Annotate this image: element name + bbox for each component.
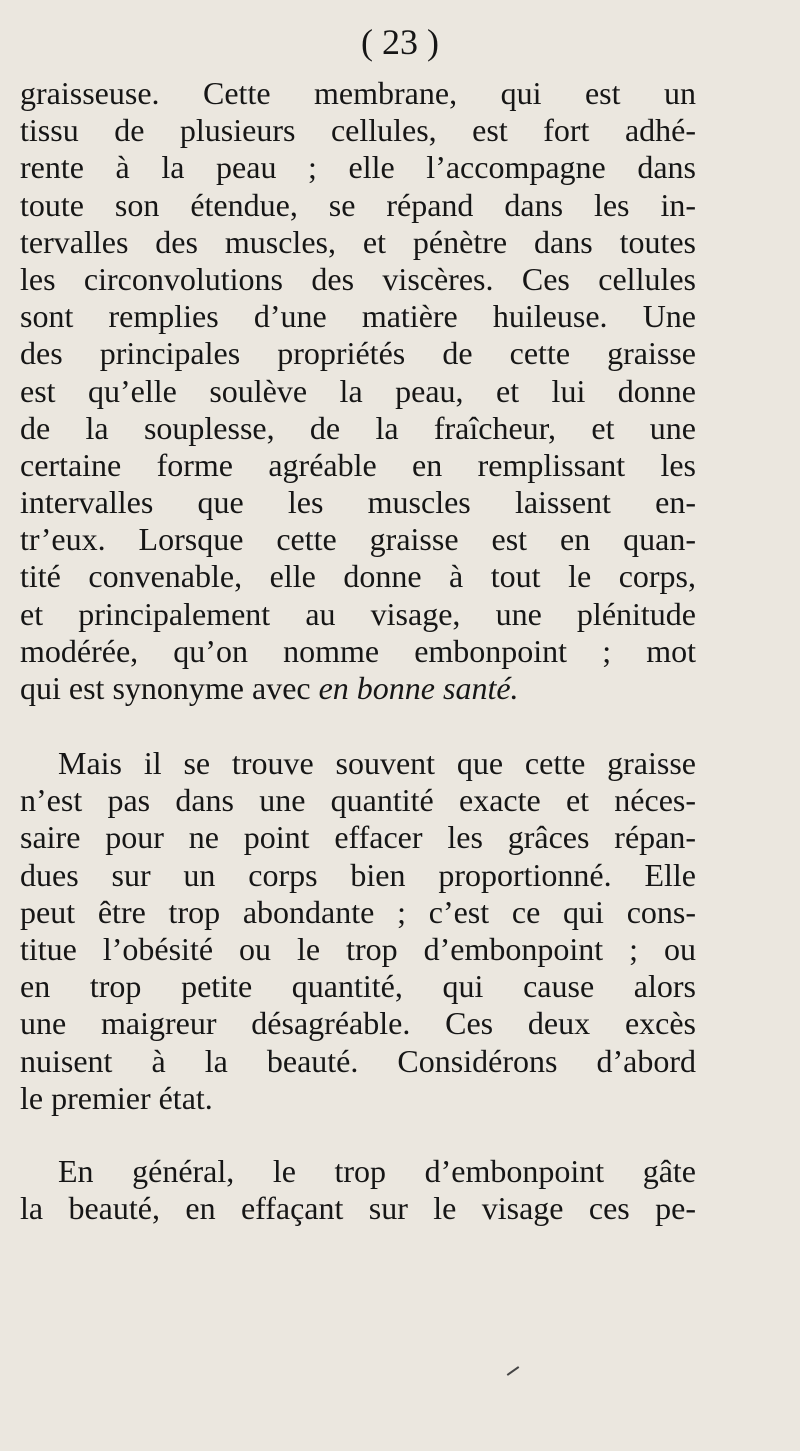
text-line: la beauté, en effaçant sur le visage ces pe- <box>20 1190 696 1227</box>
text-line: sont remplies d’une matière huileuse. Une <box>20 298 696 335</box>
text-line: rente à la peau ; elle l’accompagne dans <box>20 149 696 186</box>
text-line: une maigreur désagréable. Ces deux excès <box>20 1005 696 1042</box>
text-line: de la souplesse, de la fraîcheur, et une <box>20 409 696 446</box>
text-line: certaine forme agréable en remplissant les <box>20 446 696 483</box>
text-line: est qu’elle soulève la peau, et lui donne <box>20 372 696 409</box>
page-number: ( 23 ) <box>361 22 439 62</box>
text-line: le premier état. <box>20 1079 213 1116</box>
text-line: des principales propriétés de cette graisse <box>20 335 696 372</box>
text-line: intervalles que les muscles laissent en- <box>20 484 696 521</box>
text-line: tissu de plusieurs cellules, est fort adhé- <box>20 112 696 149</box>
text-line-last <box>20 670 696 707</box>
paragraph-3 <box>20 1153 696 1227</box>
text-line: tervalles des muscles, et pénètre dans toutes <box>20 223 696 260</box>
text-segment: qui est synonyme avec <box>20 670 319 706</box>
text-line: En général, le trop d’embonpoint gâte <box>58 1153 696 1189</box>
text-line: les circonvolutions des viscères. Ces cellules <box>20 260 696 297</box>
ink-mark <box>507 1366 520 1376</box>
paragraph-2 <box>20 745 696 1117</box>
text-line: toute son étendue, se répand dans les in- <box>20 186 696 223</box>
text-line: et principalement au visage, une plénitude <box>20 595 696 632</box>
text-line: saire pour ne point effacer les grâces répan- <box>20 819 696 856</box>
text-line: peut être trop abondante ; c’est ce qui cons- <box>20 893 696 930</box>
text-line: titue l’obésité ou le trop d’embonpoint ; ou <box>20 930 696 967</box>
text-line: dues sur un corps bien proportionné. Elle <box>20 856 696 893</box>
text-line: nuisent à la beauté. Considérons d’abord <box>20 1042 696 1079</box>
text-line: n’est pas dans une quantité exacte et néces- <box>20 782 696 819</box>
text-line: graisseuse. Cette membrane, qui est un <box>20 75 696 111</box>
text-line: en trop petite quantité, qui cause alors <box>20 968 696 1005</box>
text-line: modérée, qu’on nomme embonpoint ; mot <box>20 632 696 669</box>
italic-phrase: en bonne santé. <box>318 670 519 706</box>
paragraph-1 <box>20 75 696 707</box>
text-line: Mais il se trouve souvent que cette graisse <box>58 745 696 781</box>
text-line: tr’eux. Lorsque cette graisse est en quan- <box>20 521 696 558</box>
text-line: tité convenable, elle donne à tout le corps, <box>20 558 696 595</box>
